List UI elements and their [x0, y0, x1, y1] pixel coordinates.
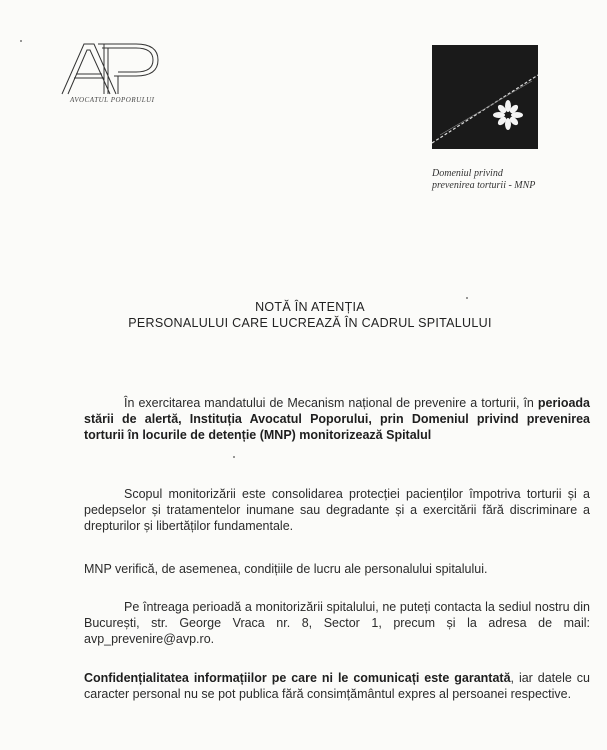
scan-speck	[20, 40, 22, 42]
note-title-line-2: PERSONALULUI CARE LUCREAZĂ ÎN CADRUL SPITALULUI	[128, 316, 492, 330]
paragraph-scope	[84, 486, 590, 534]
department-line-1: Domeniul privind	[432, 168, 503, 179]
paragraph-verification	[84, 561, 590, 577]
mnp-emblem-icon	[432, 45, 538, 149]
scan-speck	[233, 456, 235, 458]
department-caption	[432, 168, 592, 192]
paragraph-contact	[84, 599, 590, 647]
paragraph-confidentiality	[84, 670, 590, 702]
paragraph-scope-text: Scopul monitorizării este consolidarea protecției pacienților împotriva torturii și a pedepselor și tratamentelor inumane sau degradante și a exercitării fără discriminare a drepturilor și libertăților fundamentale.	[84, 487, 590, 533]
scan-speck	[466, 297, 468, 299]
mnp-logo	[432, 45, 538, 149]
department-line-2: prevenirea torturii - MNP	[432, 180, 536, 191]
paragraph-mandate-text: În exercitarea mandatului de Mecanism național de prevenire a torturii, în	[124, 396, 538, 410]
paragraph-verification-text: MNP verifică, de asemenea, condițiile de lucru ale personalului spitalului.	[84, 562, 488, 576]
logo-caption: AVOCATUL POPORULUI	[70, 96, 155, 104]
paragraph-mandate-bold: perioada stării de alertă, Instituția Avocatul Poporului, prin Domeniul privind prevenirea torturii în locurile de detenție (MNP) monitorizează Spitalul	[84, 396, 590, 442]
ap-logo-icon	[58, 38, 176, 96]
paragraph-contact-text: Pe întreaga perioadă a monitorizării spitalului, ne puteți contacta la sediul nostru din București, str. George Vraca nr. 8, Sector 1, precum și la adresa de mail: avp_prevenire@avp.ro.	[84, 600, 590, 646]
paragraph-mandate	[84, 395, 590, 443]
paragraph-confidentiality-bold: Confidențialitatea informațiilor pe care ni le comunicați este garantată	[84, 671, 511, 685]
note-title-line-1: NOTĂ ÎN ATENȚIA	[255, 300, 365, 314]
paragraph-confidentiality-text: , iar datele cu caracter personal nu se pot publica fără consimțământul expres al persoanei respective.	[84, 671, 590, 701]
